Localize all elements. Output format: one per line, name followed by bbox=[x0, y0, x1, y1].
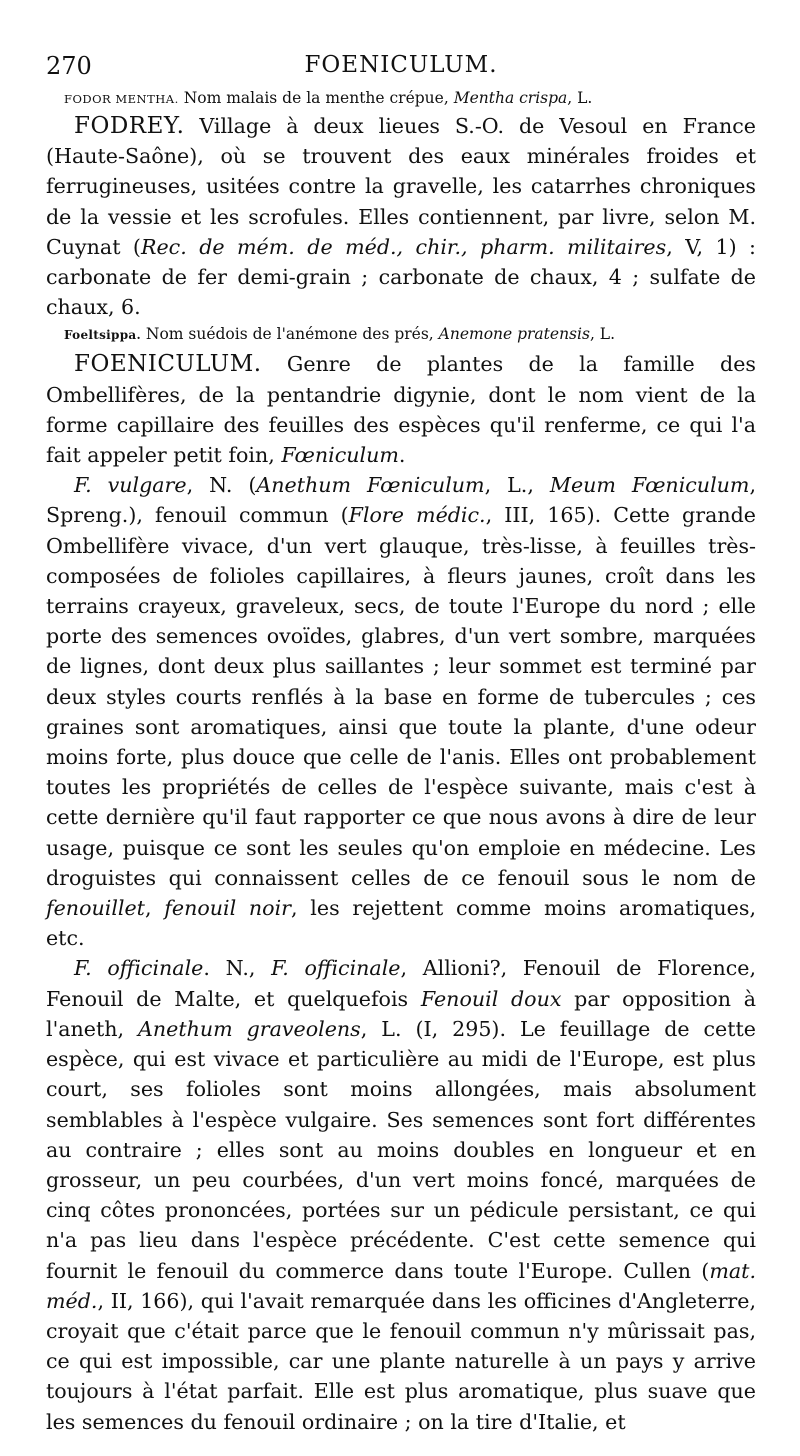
common-name: Fenouil doux bbox=[420, 986, 562, 1011]
entry-fodrey bbox=[46, 111, 756, 322]
entry-text: , L., bbox=[484, 473, 550, 498]
entry-foeltsippa bbox=[46, 324, 756, 345]
entry-text: Genre de plantes de la famille des Ombellifères, de la pentandrie digynie, dont le nom vient de la forme capillaire des feuilles des espèces qu'il renferme, ce qui l'a fait appeler petit foin, bbox=[46, 352, 756, 468]
latin-name: Fœniculum bbox=[281, 443, 399, 468]
entry-text: Nom malais de la menthe crépue, bbox=[178, 89, 454, 107]
entry-text: , II, 166), qui l'avait remarquée dans les officines d'Angleterre, croyait que c'était parce que le fenouil commun n'y mûrissait pas, ce qui est impossible, car une plante naturelle à un pays y arrive toujours à l'état parfait. Elle est plus aromatique, plus suave que les semences du fenouil ordinaire ; on la tire d'Italie, et bbox=[46, 1288, 756, 1434]
species-name: F. officinale bbox=[74, 956, 204, 981]
reference: Flore médic. bbox=[348, 503, 486, 528]
entry-text: , V, 1) : carbonate de fer demi-grain ; carbonate de chaux, 4 ; sulfate de chaux, 6. bbox=[46, 234, 756, 320]
latin-name: Anemone pratensis bbox=[438, 325, 590, 344]
species-name: F. vulgare bbox=[74, 473, 187, 498]
entry-f-vulgare bbox=[46, 470, 756, 953]
common-name: fenouillet bbox=[46, 896, 145, 921]
entry-text: , bbox=[144, 896, 165, 921]
entry-text: Nom suédois de l'anémone des prés, bbox=[140, 325, 439, 344]
entry-foeniculum bbox=[46, 349, 756, 470]
entry-text: par opposition à l'aneth, bbox=[46, 986, 757, 1041]
entry-text: Village à deux lieues S.-O. de Vesoul en France (Haute-Saône), où se trouvent des eaux minérales froides et ferrugineuses, usitées contre la gravelle, les catarrhes chroniques de la vessie et les scrofules. Elles contiennent, par livre, selon M. Cuynat ( bbox=[46, 114, 756, 259]
entry-fodor-mentha bbox=[46, 88, 756, 109]
entry-text: . N., bbox=[203, 956, 272, 981]
running-title: FOENICULUM. bbox=[304, 52, 498, 78]
page-header bbox=[46, 52, 756, 88]
entry-text: , L. bbox=[589, 325, 616, 344]
latin-name: Mentha crispa bbox=[453, 89, 568, 107]
synonym: Anethum graveolens bbox=[138, 1016, 361, 1041]
entry-text: . bbox=[398, 443, 406, 468]
entry-text: , L. (I, 295). Le feuillage de cette espèce, qui est vivace et particulière au midi de l'Europe, est plus court, ses folioles sont moins allongées, mais absolument semblables à l'espèce vulgaire. Ses semences sont fort différentes au contraire ; elles sont au moins doubles en longueur et en grosseur, un peu courbées, d'un vert moins foncé, marquées de cinq côtes prononcées, portées sur un pédicule persistant, ce qui n'a pas lieu dans l'espèce précédente. C'est cette semence qui fournit le fenouil du commerce dans toute l'Europe. Cullen ( bbox=[46, 1016, 756, 1283]
entry-text: , III, 165). Cette grande Ombellifère vivace, d'un vert glauque, très-lisse, à feuilles très-composées de folioles capillaires, à fleurs jaunes, croît dans les terrains crayeux, graveleux, secs, de toute l'Europe du nord ; elle porte des semences ovoïdes, glabres, d'un vert sombre, marquées de lignes, dont deux plus saillantes ; leur sommet est terminé par deux styles courts renflés à la base en forme de tubercules ; ces graines sont aromatiques, ainsi que toute la plante, d'une odeur moins forte, plus douce que celle de l'anis. Elles ont probablement toutes les propriétés de celles de l'espèce suivante, mais c'est à cette dernière qu'il faut rapporter ce que nous avons à dire de leur usage, puisque ce sont les seules qu'on emploie en médecine. Les droguistes qui connaissent celles de ce fenouil sous le nom de bbox=[46, 503, 756, 890]
synonym: Anethum Fœniculum bbox=[256, 473, 485, 498]
synonym: Meum Fœniculum bbox=[549, 473, 750, 498]
entry-headword: FODREY. bbox=[74, 113, 185, 139]
entry-text: , N. ( bbox=[186, 473, 257, 498]
reference: Rec. de mém. de méd., chir., pharm. militaires bbox=[140, 234, 667, 259]
entry-text: , L. bbox=[567, 89, 593, 107]
entry-term: FODOR MENTHA. bbox=[64, 92, 179, 106]
page-number: 270 bbox=[46, 52, 92, 80]
reference: mat. méd. bbox=[46, 1258, 756, 1313]
synonym: F. officinale bbox=[271, 956, 401, 981]
entry-text: , Allioni?, Fenouil de Florence, Fenouil de Malte, et quelquefois bbox=[46, 956, 756, 1011]
entry-term: Foeltsippa. bbox=[64, 328, 141, 343]
entry-headword: FOENICULUM. bbox=[74, 351, 262, 378]
entry-text: , les rejettent comme moins aromatiques, etc. bbox=[46, 896, 756, 951]
entry-f-officinale bbox=[46, 953, 756, 1436]
common-name: fenouil noir bbox=[164, 896, 292, 921]
entry-text: , Spreng.), fenouil commun ( bbox=[46, 473, 756, 528]
